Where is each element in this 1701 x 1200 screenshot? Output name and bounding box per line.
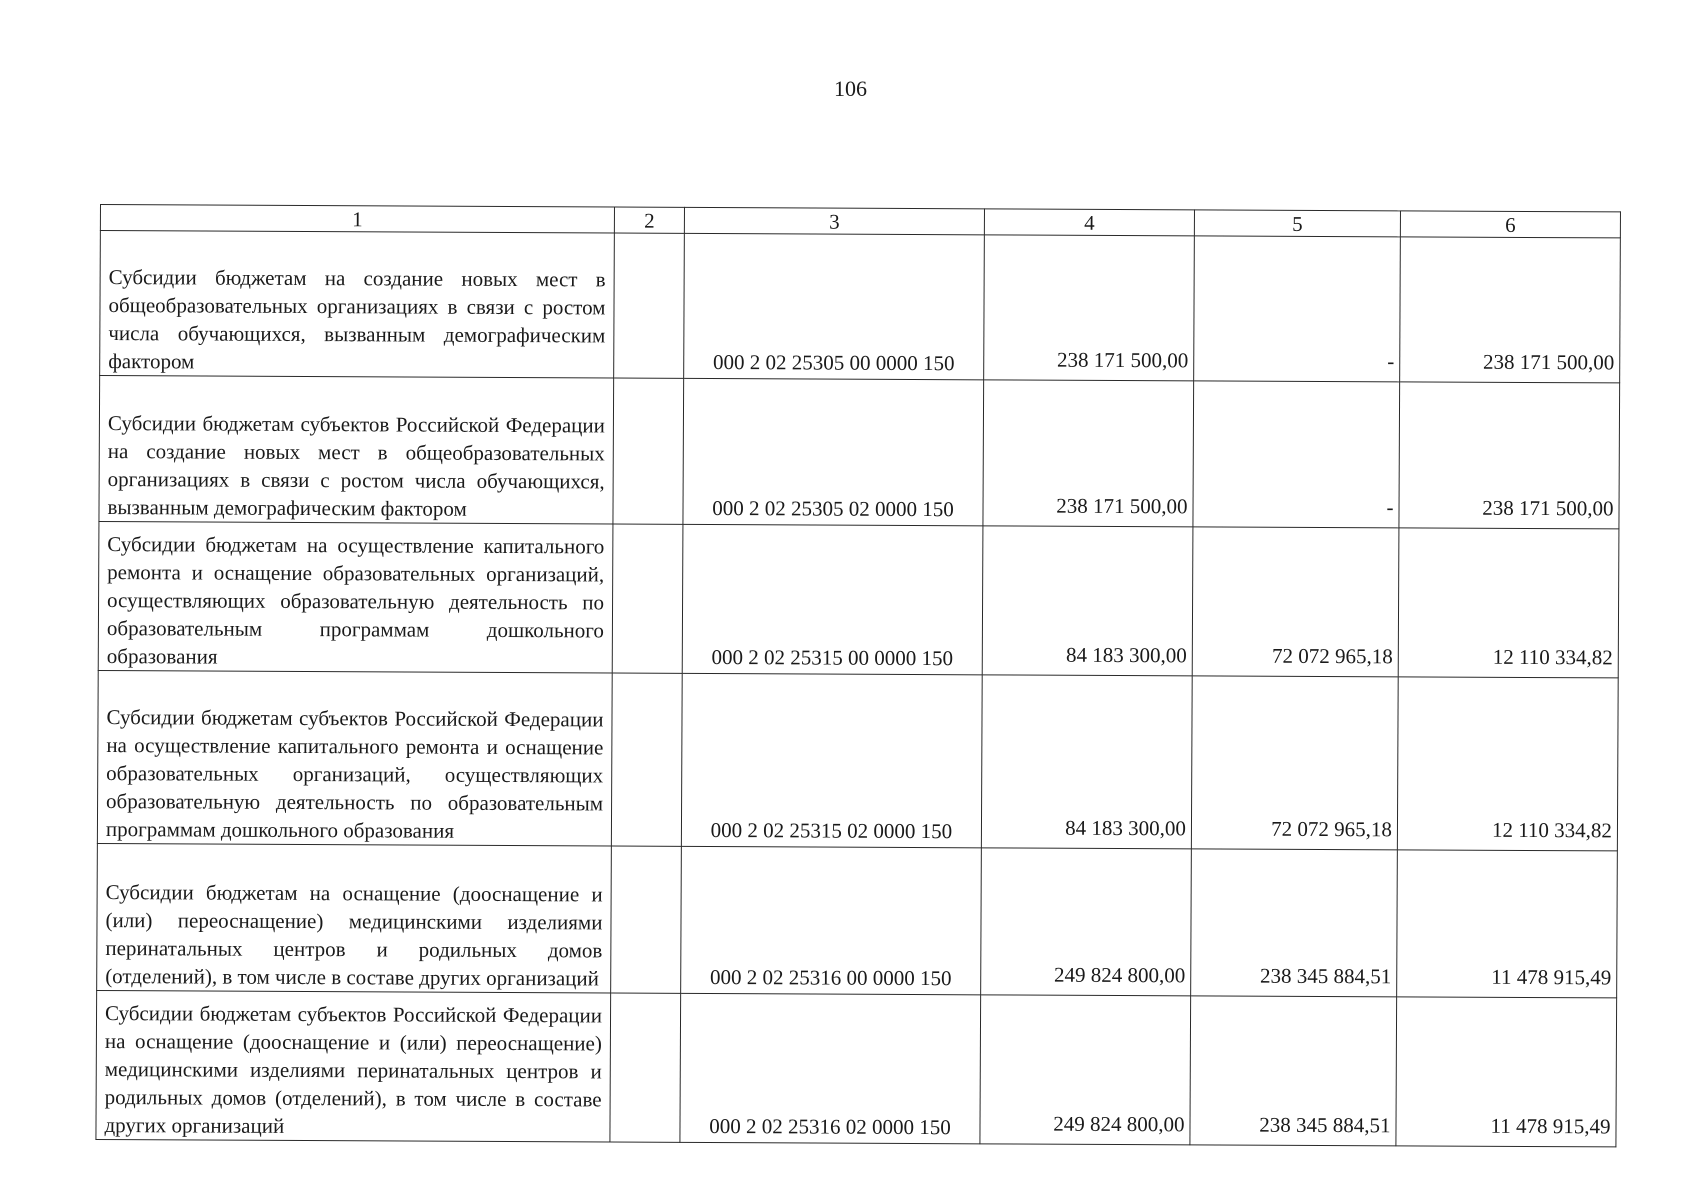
budget-table [95, 204, 1621, 1147]
row-col6: 12 110 334,82 [1397, 677, 1618, 851]
row-col6: 11 478 915,49 [1396, 997, 1617, 1147]
column-header: 5 [1194, 210, 1400, 237]
row-code: 000 2 02 25315 00 0000 150 [682, 524, 983, 674]
column-header: 2 [614, 207, 684, 233]
row-col4: 84 183 300,00 [982, 526, 1193, 676]
row-col2 [611, 673, 682, 846]
table-row [99, 376, 1620, 529]
row-col5: - [1193, 381, 1400, 528]
column-header: 1 [100, 205, 614, 234]
column-header: 4 [984, 209, 1194, 236]
row-col4: 238 171 500,00 [984, 235, 1195, 381]
row-col4: 84 183 300,00 [981, 675, 1192, 849]
table-row [97, 843, 1618, 997]
row-col5: 72 072 965,18 [1192, 527, 1399, 677]
table-row [98, 521, 1619, 677]
row-col2 [614, 233, 685, 378]
row-col6: 238 171 500,00 [1400, 237, 1621, 383]
row-description: Субсидии бюджетам на создание новых мест в общеобразовательных организациях в связи с ростом числа обучающихся, вызванным демографическим фактором [100, 231, 615, 379]
row-code: 000 2 02 25315 02 0000 150 [681, 673, 982, 847]
row-col2 [613, 378, 684, 524]
row-code: 000 2 02 25316 02 0000 150 [680, 993, 981, 1143]
row-col2 [611, 846, 682, 993]
row-description: Субсидии бюджетам на осуществление капитального ремонта и оснащение образовательных организаций, осуществляющих образовательную деятельность по образовательным программам дошкольного образования [98, 521, 613, 673]
column-header: 6 [1400, 211, 1620, 238]
row-description: Субсидии бюджетам субъектов Российской Федерации на создание новых мест в общеобразовательных организациях в связи с ростом числа обучающихся, вызванным демографическим фактором [99, 376, 614, 525]
page-number: 106 [834, 76, 867, 101]
row-col5: 238 345 884,51 [1191, 849, 1398, 997]
row-col4: 249 824 800,00 [980, 995, 1191, 1145]
row-code: 000 2 02 25316 00 0000 150 [681, 846, 982, 994]
row-col5: 72 072 965,18 [1191, 676, 1398, 850]
row-col2 [612, 524, 683, 673]
row-col6: 11 478 915,49 [1397, 850, 1618, 998]
table-row [96, 990, 1617, 1146]
row-description: Субсидии бюджетам субъектов Российской Федерации на осуществление капитального ремонта и оснащение образовательных организаций, осуществляющих образовательную деятельность по образовательным программам дошкольного образования [97, 670, 612, 846]
row-col5: 238 345 884,51 [1190, 996, 1397, 1146]
row-description: Субсидии бюджетам субъектов Российской Федерации на оснащение (дооснащение и (или) переоснащение) медицинскими изделиями перинатальных центров и родильных домов (отделений), в том числе в составе других организаций [96, 990, 611, 1142]
row-col4: 238 171 500,00 [983, 380, 1194, 527]
table-row [100, 231, 1621, 383]
row-col5: - [1194, 236, 1401, 382]
row-col4: 249 824 800,00 [981, 848, 1192, 996]
row-code: 000 2 02 25305 02 0000 150 [683, 378, 984, 525]
row-code: 000 2 02 25305 00 0000 150 [684, 233, 985, 379]
row-col6: 12 110 334,82 [1398, 528, 1619, 678]
row-col2 [610, 993, 681, 1142]
row-description: Субсидии бюджетам на оснащение (дооснащение и (или) переоснащение) медицинскими изделиями перинатальных центров и родильных домов (отделений), в том числе в составе других организаций [97, 843, 612, 993]
column-header: 3 [684, 207, 984, 234]
row-col6: 238 171 500,00 [1399, 382, 1620, 529]
table-row [97, 670, 1618, 850]
